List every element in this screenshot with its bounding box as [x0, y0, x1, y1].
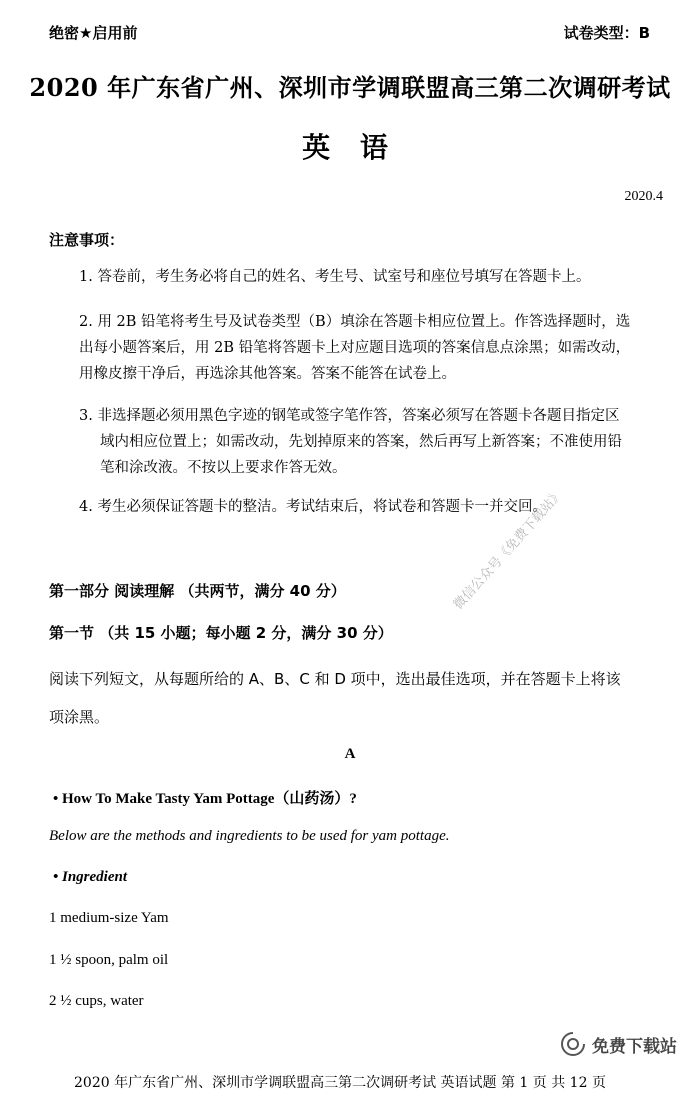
reading-instructions	[49, 660, 659, 736]
ingredient-item: 1 ½ spoon, palm oil	[49, 952, 169, 968]
brand-watermark-text: 免费下载站	[592, 1036, 677, 1057]
ingredient-item: 1 medium-size Yam	[49, 910, 169, 926]
notice-item-2	[79, 309, 662, 387]
notice-line: 1. 答卷前，考生务必将自己的姓名、考生号、试室号和座位号填写在答题卡上。	[79, 269, 591, 285]
notice-line: 4. 考生必须保证答题卡的整洁。考试结束后，将试卷和答题卡一并交回。	[79, 499, 547, 515]
exam-date: 2020.4	[624, 189, 663, 204]
notice-line: 用橡皮擦干净后，再选涂其他答案。答案不能答在试卷上。	[79, 366, 456, 382]
instruction-line: 阅读下列短文，从每题所给的 A、B、C 和 D 项中，选出最佳选项，并在答题卡上将该	[49, 670, 621, 688]
subject-title: 英 语	[302, 131, 398, 164]
ingredient-item: 2 ½ cups, water	[49, 993, 144, 1009]
notice-heading: 注意事项：	[49, 231, 125, 249]
instruction-line: 项涂黑。	[49, 708, 110, 726]
diagonal-watermark: 微信公众号《免费下载站》	[450, 486, 567, 613]
notice-item-1	[79, 264, 662, 290]
passage-intro: Below are the methods and ingredients to be used for yam pottage.	[49, 828, 450, 844]
notice-line: 域内相应位置上；如需改动，先划掉原来的答案，然后再写上新答案；不准使用铅	[100, 434, 622, 450]
page-footer: 2020 年广东省广州、深圳市学调联盟高三第二次调研考试 英语试题 第 1 页 共 12 页	[74, 1075, 606, 1091]
notice-line: 3. 非选择题必须用黑色字迹的钢笔或签字笔作答，答案必须写在答题卡各题目指定区	[79, 408, 620, 424]
notice-item-3	[79, 403, 662, 481]
brand-watermark	[560, 1031, 677, 1057]
section-heading: 第一节 （共 15 小题；每小题 2 分，满分 30 分）	[49, 624, 393, 642]
ingredient-heading: • Ingredient	[53, 869, 128, 885]
exam-title: 2020 年广东省广州、深圳市学调联盟高三第二次调研考试	[29, 73, 671, 102]
notice-line: 笔和涂改液。不按以上要求作答无效。	[100, 460, 347, 476]
passage-label: A	[344, 746, 356, 762]
passage-heading: • How To Make Tasty Yam Pottage（山药汤）?	[53, 791, 357, 807]
notice-line: 出每小题答案后，用 2B 铅笔将答题卡上对应题目选项的答案信息点涂黑；如需改动，	[79, 340, 631, 356]
notice-item-4	[79, 494, 662, 520]
wechat-official-account-icon	[560, 1031, 586, 1057]
confidential-label: 绝密★启用前	[49, 24, 138, 42]
notice-line: 2. 用 2B 铅笔将考生号及试卷类型（B）填涂在答题卡相应位置上。作答选择题时，选	[79, 314, 631, 330]
part-heading: 第一部分 阅读理解 （共两节，满分 40 分）	[49, 582, 346, 600]
paper-type-label: 试卷类型：B	[563, 24, 650, 42]
